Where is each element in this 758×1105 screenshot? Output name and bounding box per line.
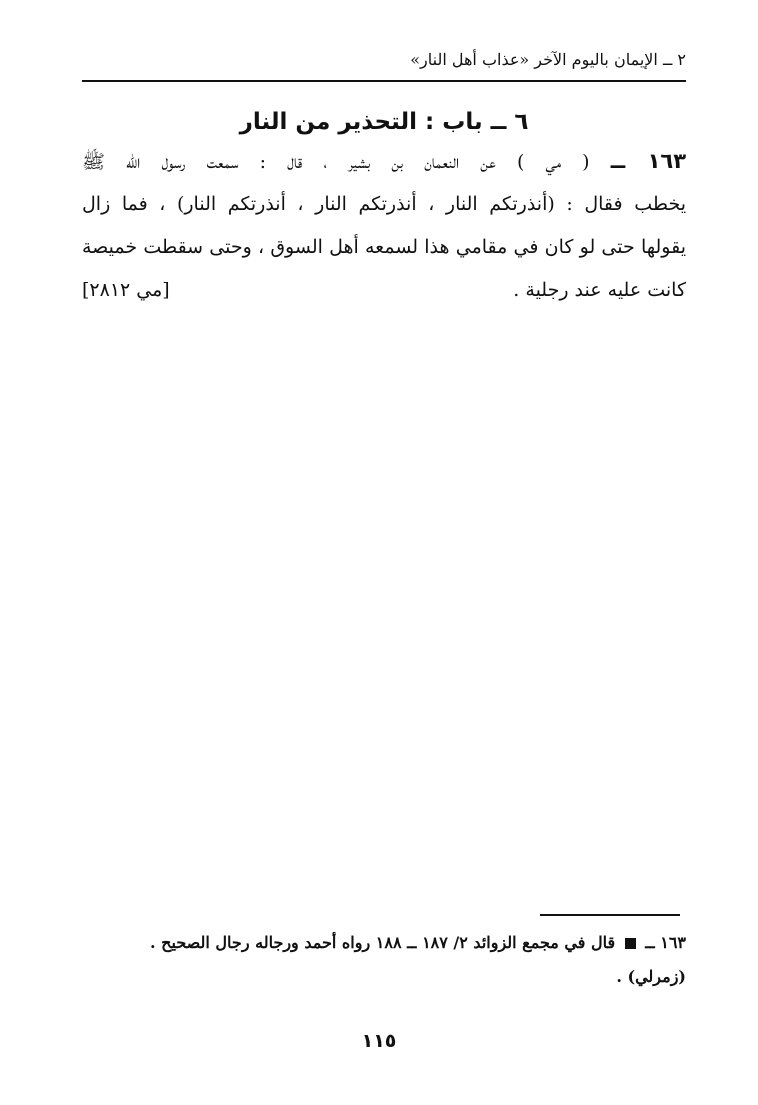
- hadith-block: [82, 140, 686, 312]
- running-header: ٢ ــ الإيمان باليوم الآخر «عذاب أهل النار»: [410, 50, 686, 69]
- footnote-block: [82, 926, 686, 994]
- hadith-line-1: [82, 140, 686, 183]
- hadith-reference: [مي ٢٨١٢]: [82, 279, 170, 301]
- hadith-line-4: [82, 269, 686, 312]
- footnote-text-line-2: (زمرلي) .: [616, 967, 686, 986]
- hadith-text-line-1: ( مي ) عن النعمان بن بشير ، قال : سمعت رسول الله ﷺ: [82, 151, 590, 173]
- hadith-text-line-3: يقولها حتى لو كان في مقامي هذا لسمعه أهل السوق ، وحتى سقطت خميصة: [82, 236, 686, 258]
- footnote-text-line-1: قال في مجمع الزوائد ٢/ ١٨٧ ــ ١٨٨ رواه أحمد ورجاله رجال الصحيح .: [150, 933, 616, 952]
- hadith-number: ١٦٣ ــ: [610, 149, 686, 173]
- hadith-text-line-2: يخطب فقال : (أنذرتكم النار ، أنذرتكم النار ، أنذرتكم النار) ، فما زال: [82, 193, 686, 215]
- footnote-line-1: [82, 926, 686, 960]
- footnote-number: ١٦٣ ــ: [645, 933, 686, 952]
- square-bullet-icon: [625, 938, 636, 949]
- page-number: ١١٥: [361, 1030, 397, 1052]
- header-divider: [82, 80, 686, 82]
- chapter-title: ٦ ــ باب : التحذير من النار: [239, 109, 529, 135]
- hadith-text-line-4: كانت عليه عند رجلية .: [513, 279, 686, 301]
- footnote-divider: [540, 914, 680, 916]
